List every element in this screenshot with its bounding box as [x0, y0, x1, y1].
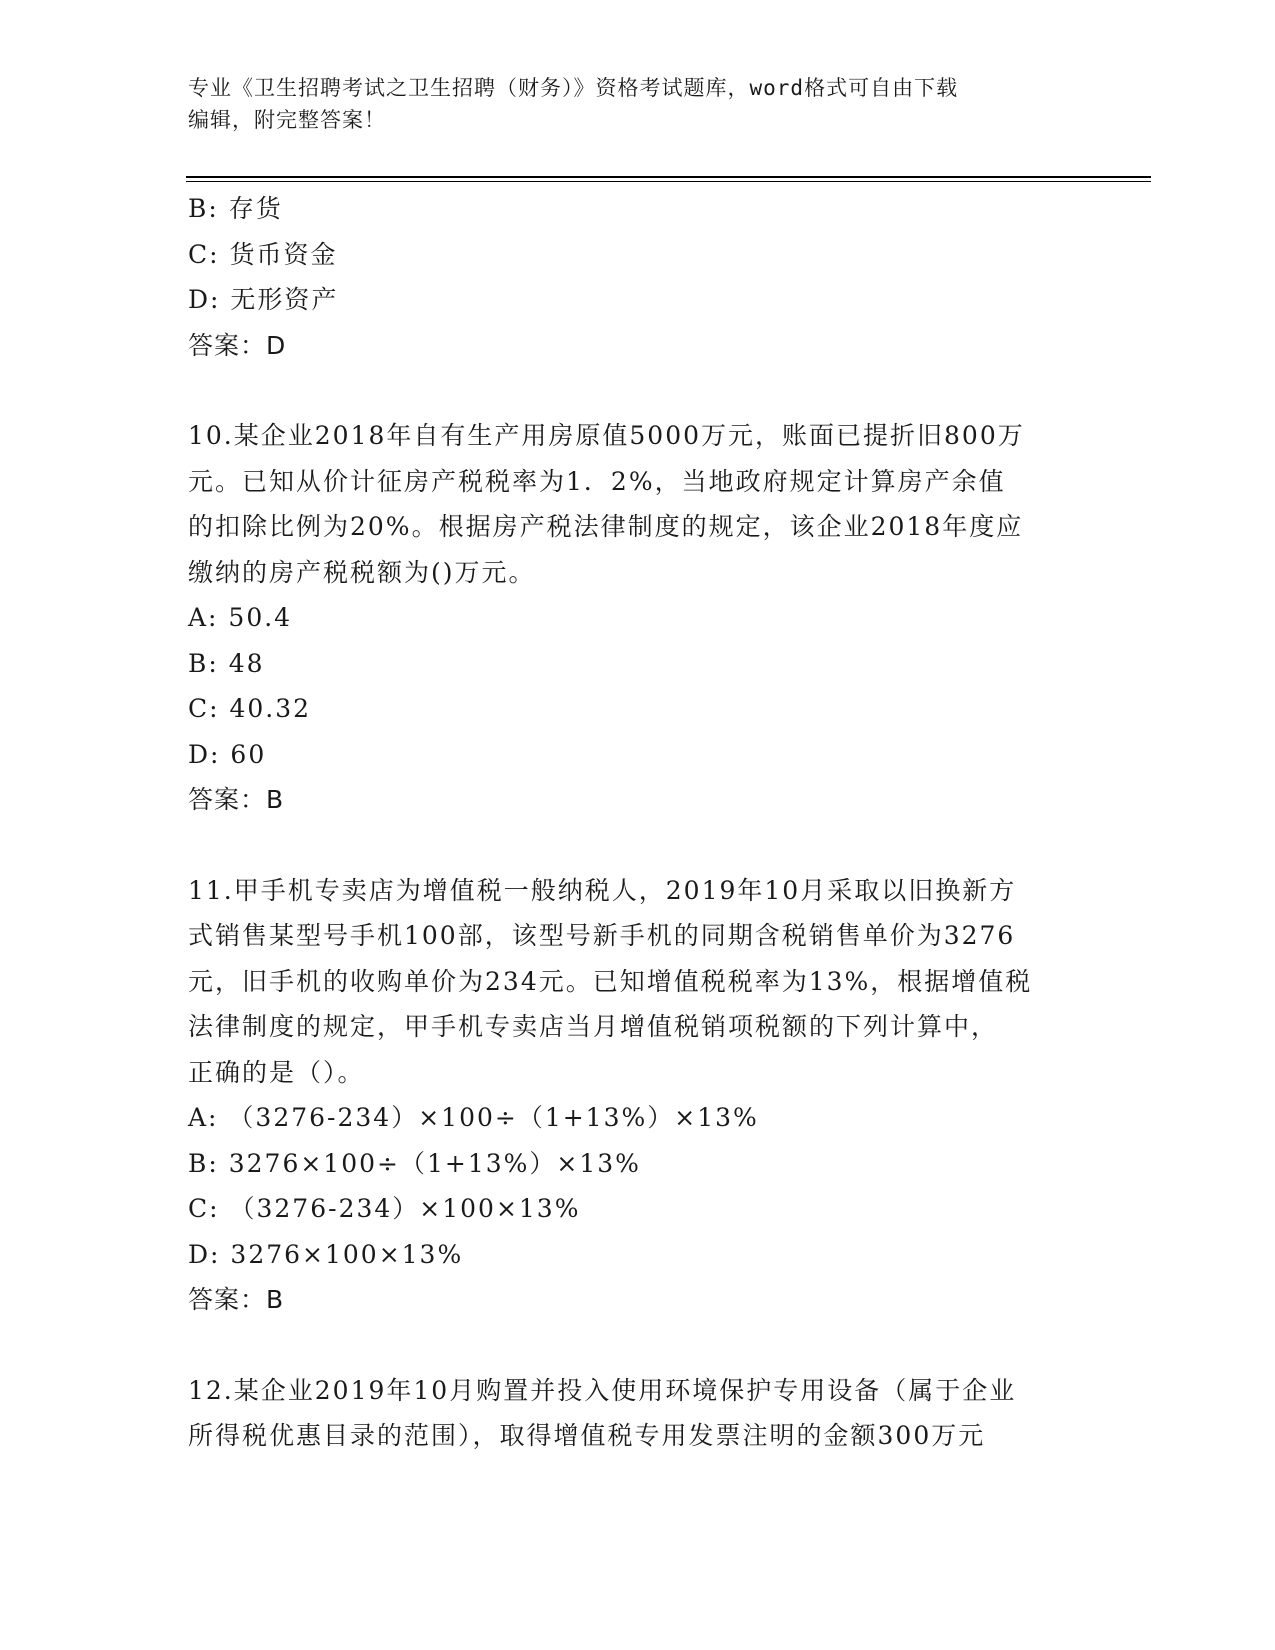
question-text-line: 缴纳的房产税税额为()万元。 [188, 557, 536, 587]
question-content [188, 186, 1088, 1459]
option-b: B: 存货 [188, 194, 283, 223]
header-divider-thin [186, 181, 1151, 182]
question-text-line: 所得税优惠目录的范围），取得增值税专用发票注明的金额300万元 [188, 1421, 986, 1450]
question-12 [188, 1368, 1088, 1459]
option-c: C: 40.32 [188, 694, 312, 723]
previous-question [188, 186, 1088, 368]
answer-line: 答案：D [188, 330, 287, 360]
question-text-line: 元，旧手机的收购单价为234元。已知增值税税率为13%，根据增值税 [188, 966, 1033, 996]
option-c: C: （3276-234）×100×13% [188, 1194, 581, 1223]
document-header [188, 72, 1088, 136]
answer-line: 答案：B [188, 1285, 285, 1314]
header-line-1: 专业《卫生招聘考试之卫生招聘（财务）》资格考试题库，word格式可自由下载 [188, 76, 959, 100]
question-text-line: 12.某企业2019年10月购置并投入使用环境保护专用设备（属于企业 [188, 1375, 1017, 1405]
question-text-line: 式销售某型号手机100部，该型号新手机的同期含税销售单价为3276 [188, 921, 1016, 950]
question-text-line: 10.某企业2018年自有生产用房原值5000万元，账面已提折旧800万 [188, 421, 1025, 450]
option-a: A: 50.4 [188, 603, 293, 632]
option-c: C: 货币资金 [188, 239, 338, 269]
question-11 [188, 868, 1088, 1323]
question-text-line: 元。已知从价计征房产税税率为1．2%，当地政府规定计算房产余值 [188, 466, 1006, 496]
option-b: B: 3276×100÷（1+13%）×13% [188, 1148, 641, 1178]
header-line-2: 编辑，附完整答案！ [188, 108, 386, 132]
header-divider-thick [186, 176, 1151, 178]
option-d: D: 3276×100×13% [188, 1239, 464, 1269]
question-text-line: 11.甲手机专卖店为增值税一般纳税人，2019年10月采取以旧换新方 [188, 875, 1017, 905]
option-a: A: （3276-234）×100÷（1+13%）×13% [188, 1103, 759, 1132]
spacer [188, 368, 1088, 413]
spacer [188, 823, 1088, 868]
option-b: B: 48 [188, 648, 265, 678]
question-text-line: 正确的是（）。 [188, 1057, 365, 1087]
question-text-line: 法律制度的规定，甲手机专卖店当月增值税销项税额的下列计算中， [188, 1012, 999, 1041]
question-text-line: 的扣除比例为20%。根据房产税法律制度的规定，该企业2018年度应 [188, 512, 1024, 541]
answer-line: 答案：B [188, 785, 285, 814]
spacer [188, 1323, 1088, 1368]
option-d: D: 无形资产 [188, 285, 339, 314]
question-10 [188, 413, 1088, 823]
option-d: D: 60 [188, 739, 267, 769]
